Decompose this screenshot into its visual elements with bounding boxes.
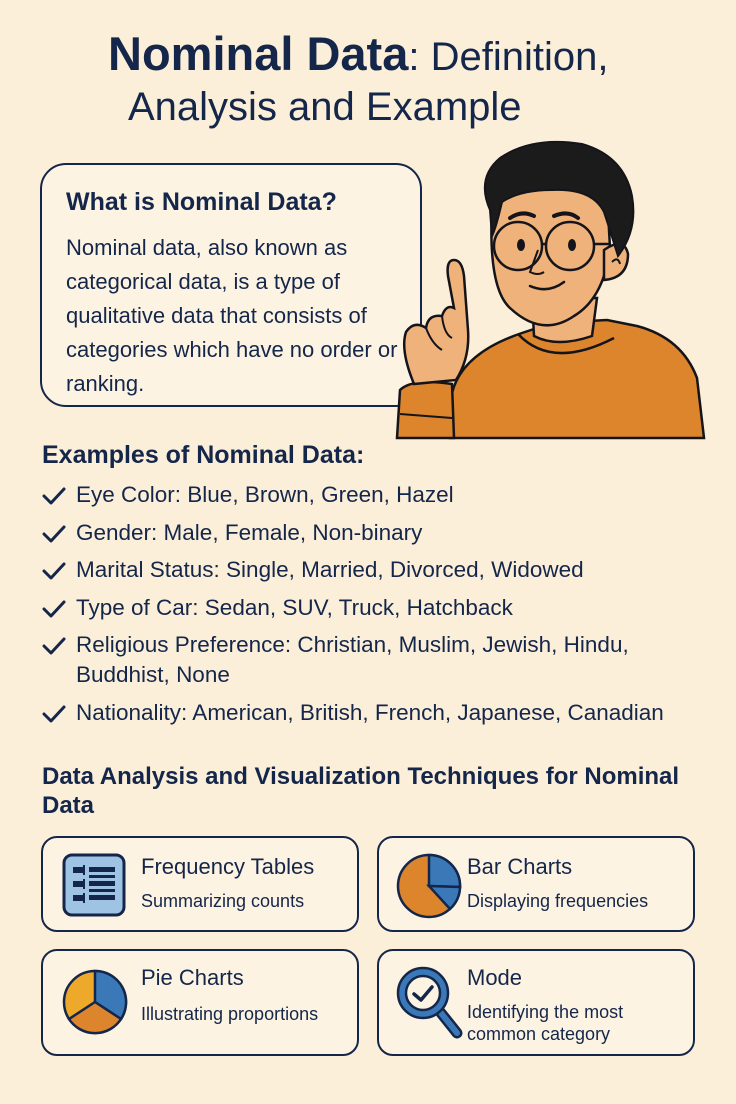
example-item-marital-status: [42, 555, 722, 585]
example-item-religious-preference: [42, 630, 722, 690]
card-frequency-tables: [41, 836, 359, 932]
card-bar-charts: [377, 836, 695, 932]
card-description: Identifying the most common category: [467, 1002, 624, 1044]
definition-heading: What is Nominal Data?: [66, 188, 337, 216]
pie-chart-three-slice-icon: [61, 968, 129, 1036]
check-icon: [42, 704, 66, 724]
example-item-nationality: [42, 698, 722, 728]
title-line-1: [108, 26, 608, 85]
examples-heading: Examples of Nominal Data:: [42, 441, 365, 469]
card-title: Frequency Tables: [141, 854, 315, 879]
pie-chart-icon: [395, 852, 463, 920]
example-text: Religious Preference: Christian, Muslim, Jewish, Hindu, Buddhist, None: [76, 632, 629, 687]
card-title: Pie Charts: [141, 965, 244, 990]
title-line-2: Analysis and Example: [128, 85, 522, 129]
example-item-eye-color: [42, 480, 722, 510]
examples-list: [42, 480, 722, 735]
card-mode: [377, 949, 695, 1056]
title-bold: Nominal Data: [108, 27, 409, 80]
check-icon: [42, 486, 66, 506]
check-icon: [42, 524, 66, 544]
example-text: Nationality: American, British, French, Japanese, Canadian: [76, 699, 664, 725]
check-icon: [42, 636, 66, 656]
example-item-type-of-car: [42, 593, 722, 623]
example-text: Type of Car: Sedan, SUV, Truck, Hatchback: [76, 594, 513, 620]
title-rest: : Definition,: [408, 35, 609, 79]
card-description: Summarizing counts: [141, 891, 305, 911]
card-title: Bar Charts: [467, 854, 573, 879]
magnifier-check-icon: [395, 963, 465, 1041]
example-item-gender: [42, 518, 722, 548]
card-description: Illustrating proportions: [141, 1004, 319, 1024]
card-pie-charts: [41, 949, 359, 1056]
techniques-heading: Data Analysis and Visualization Techniques for Nominal Data: [42, 763, 680, 819]
example-text: Gender: Male, Female, Non-binary: [76, 519, 423, 545]
card-description: Displaying frequencies: [467, 891, 649, 911]
definition-body: Nominal data, also known as categorical data, is a type of qualitative data that consists of categories which have no order or ranking.: [66, 235, 398, 396]
table-list-icon: [61, 852, 127, 918]
card-title: Mode: [467, 965, 523, 990]
definition-box: [40, 163, 422, 407]
example-text: Marital Status: Single, Married, Divorced, Widowed: [76, 557, 584, 582]
check-icon: [42, 599, 66, 619]
check-icon: [42, 561, 66, 581]
person-illustration: [392, 138, 712, 440]
example-text: Eye Color: Blue, Brown, Green, Hazel: [76, 482, 454, 507]
